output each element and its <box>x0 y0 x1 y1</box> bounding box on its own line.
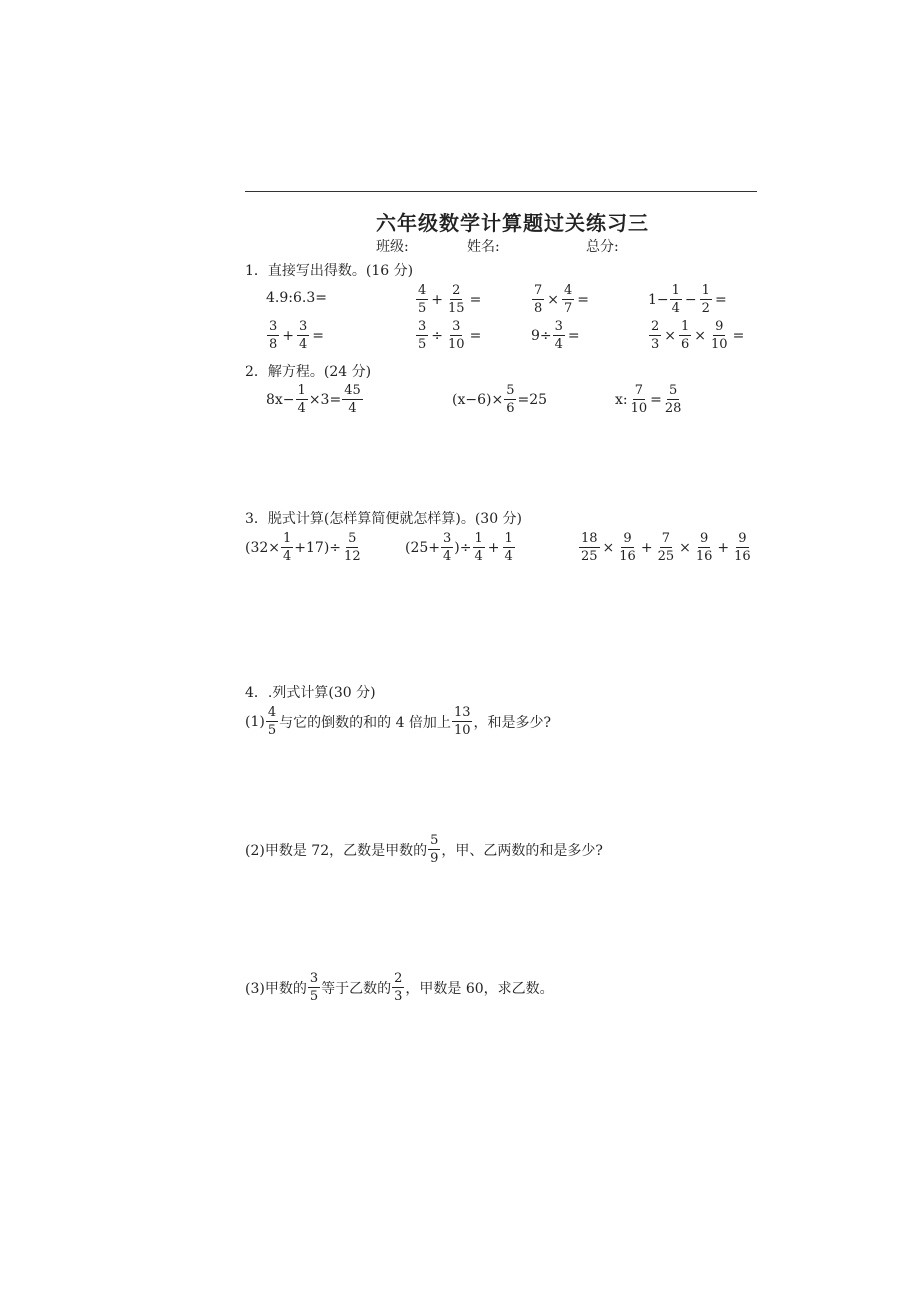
numerator: 18 <box>581 531 598 546</box>
denominator: 3 <box>651 337 660 352</box>
denominator: 4 <box>348 401 357 416</box>
numerator: 5 <box>348 531 357 546</box>
numerator: 2 <box>394 971 403 986</box>
operator: + <box>487 539 500 556</box>
operator: × <box>602 539 615 556</box>
numerator: 4 <box>267 705 277 720</box>
denominator: 8 <box>534 301 543 316</box>
lead-text: 1− <box>648 291 669 308</box>
numerator: 7 <box>534 283 543 298</box>
fraction <box>392 972 404 1003</box>
lead-text: (32× <box>245 539 281 556</box>
s1-item-a <box>266 290 327 306</box>
denominator: 5 <box>309 989 319 1004</box>
denominator: 10 <box>630 401 648 416</box>
operator: × <box>664 327 677 344</box>
operator: − <box>684 291 697 308</box>
mid-text: +17)÷ <box>294 539 342 556</box>
equation-2 <box>452 384 547 415</box>
s1-item-g <box>531 320 582 351</box>
numerator: 5 <box>669 383 678 398</box>
equals: = <box>732 327 745 344</box>
numerator: 13 <box>453 705 471 720</box>
operator: + <box>431 291 444 308</box>
fraction <box>732 532 753 563</box>
fraction <box>694 532 715 563</box>
lead-text: 8x− <box>266 391 295 408</box>
numerator: 1 <box>283 531 292 546</box>
tail-text: ，甲、乙两数的和是多少? <box>441 842 603 859</box>
operator: + <box>717 539 730 556</box>
s1-item-f <box>415 320 483 351</box>
numerator: 2 <box>452 283 461 298</box>
class-label: 班级: <box>376 239 409 255</box>
numerator: 9 <box>699 531 709 546</box>
mid-text: )÷ <box>454 539 472 556</box>
denominator: 5 <box>267 723 277 738</box>
denominator: 6 <box>681 337 690 352</box>
fraction <box>579 532 600 563</box>
denominator: 28 <box>664 401 682 416</box>
numerator: 2 <box>651 319 660 334</box>
fraction <box>679 320 691 351</box>
lead-text: 9÷ <box>531 327 552 344</box>
numerator: 4 <box>418 283 427 298</box>
fraction <box>553 320 565 351</box>
equals: = <box>567 327 580 344</box>
prefix-text: (2)甲数是 72，乙数是甲数的 <box>245 842 428 859</box>
fraction <box>416 284 428 315</box>
numerator: 1 <box>701 283 710 298</box>
fraction <box>473 532 485 563</box>
operator: ÷ <box>431 327 444 344</box>
calc-2 <box>405 532 516 563</box>
numerator: 9 <box>623 531 632 546</box>
fraction <box>562 284 574 315</box>
numerator: 1 <box>297 383 306 398</box>
denominator: 4 <box>297 401 306 416</box>
denominator: 16 <box>734 549 751 564</box>
fraction <box>446 320 467 351</box>
denominator: 10 <box>448 337 465 352</box>
fraction <box>296 384 308 415</box>
operator: + <box>282 327 295 344</box>
top-rule <box>245 191 757 192</box>
denominator: 15 <box>448 301 465 316</box>
fraction <box>308 972 320 1003</box>
numerator: 1 <box>474 531 483 546</box>
fraction <box>297 320 309 351</box>
denominator: 10 <box>453 723 471 738</box>
numerator: 1 <box>671 283 680 298</box>
fraction <box>342 532 363 563</box>
equation-3 <box>615 384 684 415</box>
fraction <box>452 706 473 737</box>
tail-text: ，甲数是 60，求乙数。 <box>405 980 554 997</box>
numerator: 1 <box>681 319 690 334</box>
denominator: 16 <box>619 549 636 564</box>
denominator: 4 <box>299 337 308 352</box>
numerator: 5 <box>430 833 439 848</box>
denominator: 4 <box>554 337 563 352</box>
fraction <box>663 384 684 415</box>
denominator: 5 <box>418 337 427 352</box>
numerator: 1 <box>504 531 513 546</box>
numerator: 4 <box>564 283 573 298</box>
numerator: 7 <box>661 531 670 546</box>
mid-text: ×3= <box>308 391 342 408</box>
s1-item-b <box>415 284 483 315</box>
s1-item-e <box>266 320 326 351</box>
s1-item-c <box>531 284 591 315</box>
numerator: 3 <box>418 319 427 334</box>
numerator: 9 <box>715 319 724 334</box>
denominator: 25 <box>581 549 598 564</box>
mid-text: 与它的倒数的和的 4 倍加上 <box>279 714 451 731</box>
denominator: 5 <box>418 301 427 316</box>
numerator: 3 <box>269 319 278 334</box>
numerator: 3 <box>309 971 319 986</box>
fraction <box>700 284 712 315</box>
denominator: 9 <box>430 851 439 866</box>
operator: × <box>547 291 560 308</box>
score-label: 总分: <box>586 239 619 255</box>
denominator: 4 <box>443 549 452 564</box>
numerator: 3 <box>554 319 563 334</box>
fraction <box>416 320 428 351</box>
denominator: 7 <box>564 301 573 316</box>
fraction <box>281 532 293 563</box>
operator: × <box>679 539 691 556</box>
denominator: 16 <box>695 549 713 564</box>
numerator: 3 <box>443 531 452 546</box>
fraction <box>428 834 440 865</box>
denominator: 10 <box>711 337 728 352</box>
s1-item-d <box>648 284 729 315</box>
numerator: 5 <box>506 383 515 398</box>
denominator: 4 <box>671 301 680 316</box>
denominator: 6 <box>506 401 515 416</box>
fraction <box>617 532 638 563</box>
equals: = <box>469 291 482 308</box>
numerator: 45 <box>344 383 361 398</box>
denominator: 8 <box>269 337 278 352</box>
denominator: 4 <box>283 549 292 564</box>
fraction <box>441 532 453 563</box>
denominator: 3 <box>394 989 403 1004</box>
denominator: 4 <box>504 549 513 564</box>
equals: = <box>714 291 727 308</box>
tail-text: ，和是多少? <box>473 714 551 731</box>
fraction <box>649 320 661 351</box>
denominator: 25 <box>657 549 675 564</box>
numerator: 3 <box>299 319 308 334</box>
page-title: 六年级数学计算题过关练习三 <box>376 211 649 235</box>
equation-1 <box>266 384 364 415</box>
fraction <box>342 384 363 415</box>
name-label: 姓名: <box>467 239 500 255</box>
prefix-text: (3)甲数的 <box>245 980 307 997</box>
s1-item-h <box>648 320 746 351</box>
s1a-text: 4.9:6.3= <box>266 290 327 306</box>
fraction <box>629 384 650 415</box>
section3-heading: 3．脱式计算(怎样算简便就怎样算)。(30 分) <box>245 511 523 527</box>
word-problem-1 <box>245 706 551 737</box>
denominator: 2 <box>701 301 710 316</box>
word-problem-2 <box>245 834 603 865</box>
operator: × <box>694 327 707 344</box>
denominator: 4 <box>474 549 483 564</box>
section1-heading: 1．直接写出得数。(16 分) <box>245 263 414 279</box>
numerator: 7 <box>634 383 644 398</box>
lead-text: (25+ <box>405 539 441 556</box>
fraction <box>709 320 730 351</box>
section2-heading: 2．解方程。(24 分) <box>245 364 372 380</box>
mid-text: = <box>650 391 662 408</box>
fraction <box>504 384 516 415</box>
lead-text: x: <box>615 391 628 408</box>
calc-3 <box>578 532 754 563</box>
section4-heading: 4．.列式计算(30 分) <box>245 685 376 701</box>
operator: + <box>640 539 653 556</box>
numerator: 3 <box>452 319 461 334</box>
equals: = <box>312 327 325 344</box>
equals: = <box>469 327 482 344</box>
fraction <box>503 532 515 563</box>
fraction <box>532 284 544 315</box>
fraction <box>266 706 278 737</box>
tail-text: =25 <box>517 391 548 408</box>
prefix-text: (1) <box>245 713 265 730</box>
fraction <box>670 284 682 315</box>
fraction <box>267 320 279 351</box>
word-problem-3 <box>245 972 554 1003</box>
numerator: 9 <box>738 531 747 546</box>
calc-1 <box>245 532 364 563</box>
fraction <box>656 532 677 563</box>
equals: = <box>577 291 590 308</box>
lead-text: (x−6)× <box>452 391 504 408</box>
fraction <box>446 284 467 315</box>
mid-text: 等于乙数的 <box>321 980 392 997</box>
denominator: 12 <box>344 549 361 564</box>
